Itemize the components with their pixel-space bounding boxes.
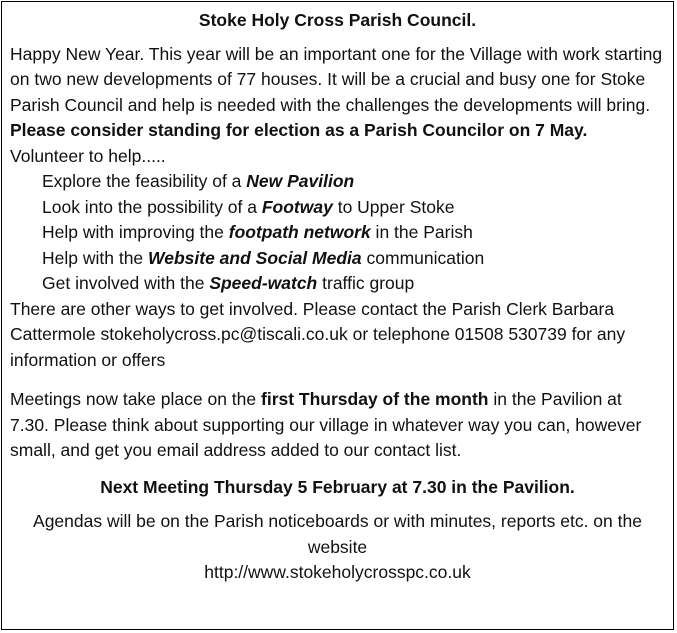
task-item: Help with improving the footpath network in the Parish [42,222,473,242]
task-item: Help with the Website and Social Media communication [42,247,485,268]
task-keyword: Footway [261,196,333,217]
website-url: http://www.stokeholycrosspc.co.uk [204,562,471,582]
meeting-schedule-emphasis: first Thursday of the month [261,389,489,409]
notice-box [1,1,674,630]
task-keyword: Speed-watch [209,273,318,293]
meetings-paragraph: Meetings now take place on the first Thursday of the month in the Pavilion at 7.30. Please think about supporting our village in whatever way you can, however small, and get you email address added to our contact list. [10,389,642,460]
volunteer-task-list [10,169,665,297]
task-item: Get involved with the Speed-watch traffic group [42,273,415,293]
task-item: Look into the possibility of a Footway to Upper Stoke [42,196,455,217]
next-meeting-heading: Next Meeting Thursday 5 February at 7.30 in the Pavilion. [100,476,575,497]
intro-paragraph: Happy New Year. This year will be an important one for the Village with work starting on two new developments of 77 houses. It will be a crucial and busy one for Stoke Parish Council and help is needed with the challenges the developments will bring. [10,43,663,115]
volunteer-lead: Volunteer to help..... [10,145,166,166]
task-keyword: New Pavilion [246,171,355,191]
clerk-email: stokeholycross.pc@tiscali.co.uk [100,324,348,344]
spacer [10,373,665,387]
task-keyword: footpath network [228,222,371,242]
task-keyword: Website and Social Media [148,247,362,268]
election-appeal: Please consider standing for election as a Parish Councilor on 7 May. [10,120,588,140]
contact-paragraph: There are other ways to get involved. Please contact the Parish Clerk Barbara Cattermole stokeholycross.pc@tiscali.co.uk or telephone 01508 530739 for any information or offers [10,298,626,370]
notice-title: Stoke Holy Cross Parish Council. [198,10,477,30]
agendas-paragraph: Agendas will be on the Parish noticeboards or with minutes, reports etc. on the website [33,511,642,557]
task-item: Explore the feasibility of a New Pavilion [42,171,355,191]
